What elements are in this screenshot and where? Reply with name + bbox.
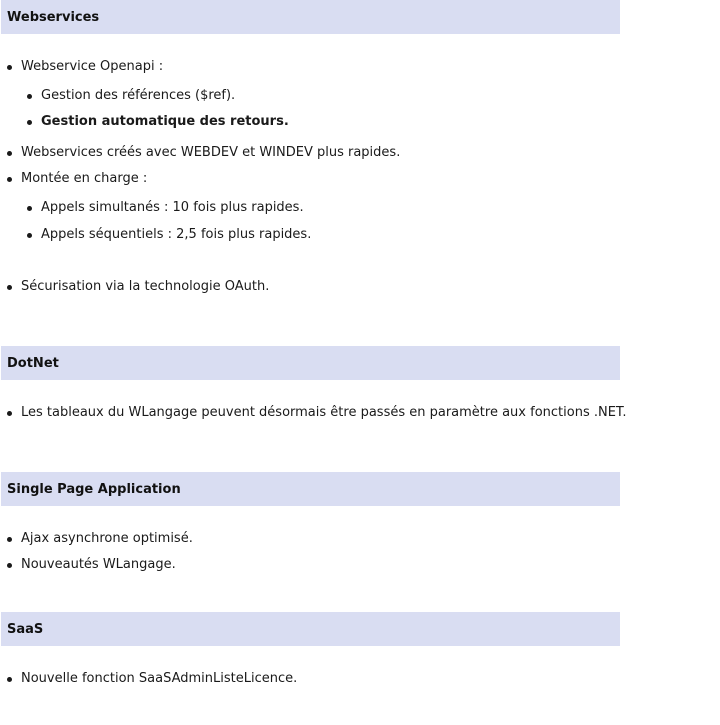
section-title: DotNet [7,355,59,371]
section-header-dotnet [1,346,620,380]
list-item: Les tableaux du WLangage peuvent désormais être passés en paramètre aux fonctions .NET. [21,405,627,420]
list-item: Gestion automatique des retours. [41,114,289,129]
section-title: Single Page Application [7,481,181,497]
list-item: Ajax asynchrone optimisé. [21,531,193,546]
list-item: Nouvelle fonction SaaSAdminListeLicence. [21,671,298,686]
list-item: Gestion des références ($ref). [41,88,236,103]
section-header-webservices [1,0,620,34]
section-header-single-page-application [1,472,620,506]
section-title: Webservices [7,9,100,25]
section-header-saas [1,612,620,646]
section-title: SaaS [7,621,44,637]
list-item: Appels séquentiels : 2,5 fois plus rapides. [41,227,312,242]
list-item: Appels simultanés : 10 fois plus rapides. [41,200,304,215]
list-item: Sécurisation via la technologie OAuth. [21,279,270,294]
list-item: Webservice Openapi : [21,59,164,74]
list-item: Nouveautés WLangage. [21,557,176,572]
list-item: Webservices créés avec WEBDEV et WINDEV plus rapides. [21,145,401,160]
list-item: Montée en charge : [21,171,148,186]
